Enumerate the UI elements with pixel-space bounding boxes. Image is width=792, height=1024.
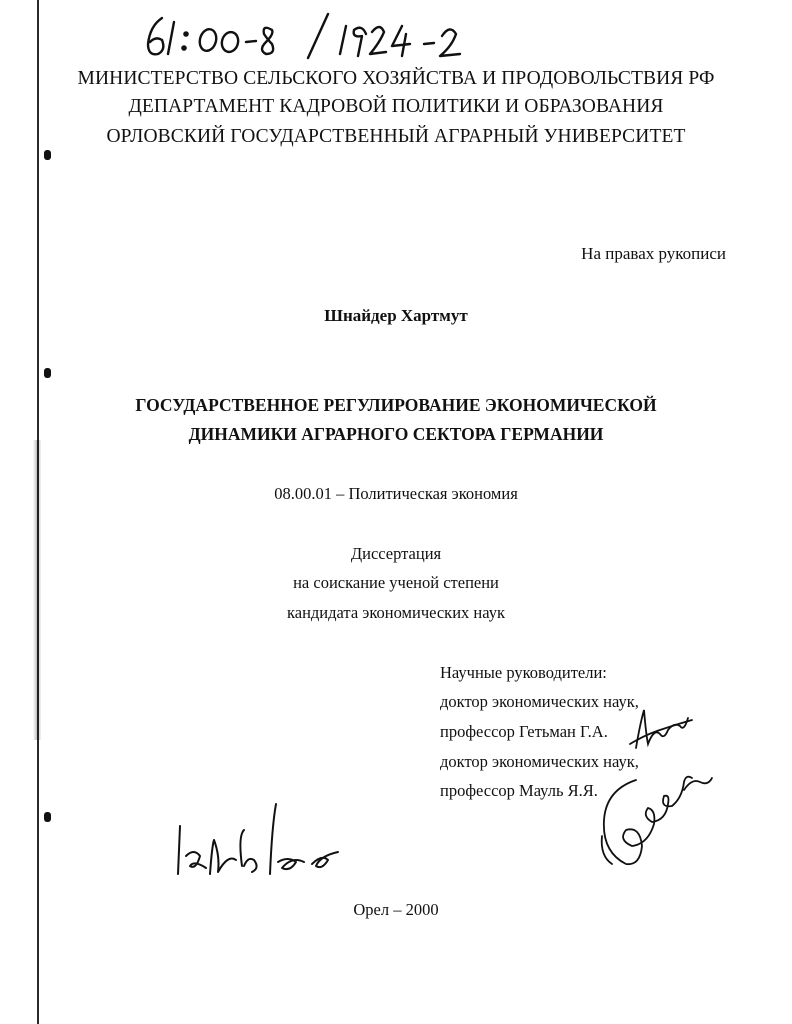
supervisors-heading: Научные руководители: [440, 663, 607, 682]
author-signature [172, 796, 342, 876]
archive-stamp-handwritten [140, 10, 500, 62]
specialty-code: 08.00.01 – Политическая экономия [274, 484, 518, 503]
department-name: ДЕПАРТАМЕНТ КАДРОВОЙ ПОЛИТИКИ И ОБРАЗОВАНИЯ [128, 96, 664, 117]
thesis-title-line-1: ГОСУДАРСТВЕННОЕ РЕГУЛИРОВАНИЕ ЭКОНОМИЧЕСКОЙ [135, 395, 657, 415]
supervisor-1-degree: доктор экономических наук, [440, 692, 639, 711]
university-name: ОРЛОВСКИЙ ГОСУДАРСТВЕННЫЙ АГРАРНЫЙ УНИВЕРСИТЕТ [106, 126, 686, 147]
supervisor-2-name: профессор Мауль Я.Я. [440, 781, 598, 800]
supervisor-1-name: профессор Гетьман Г.А. [440, 722, 608, 741]
supervisor-2-signature [596, 760, 716, 870]
punch-hole-mark [44, 150, 51, 160]
dissertation-label: Диссертация [350, 544, 442, 563]
author-name: Шнайдер Хартмут [324, 306, 468, 325]
degree-name: кандидата экономических наук [286, 603, 505, 622]
degree-purpose: на соискание ученой степени [293, 573, 499, 592]
punch-hole-mark [44, 368, 51, 378]
manuscript-rights-note: На правах рукописи [581, 244, 726, 263]
city-year: Орел – 2000 [353, 900, 439, 919]
punch-hole-mark [44, 812, 51, 822]
thesis-title-line-2: ДИНАМИКИ АГРАРНОГО СЕКТОРА ГЕРМАНИИ [188, 424, 604, 444]
supervisor-2-degree: доктор экономических наук, [440, 752, 639, 771]
ministry-name: МИНИСТЕРСТВО СЕЛЬСКОГО ХОЗЯЙСТВА И ПРОДОВОЛЬСТВИЯ РФ [77, 68, 715, 89]
supervisor-1-signature [626, 704, 696, 754]
